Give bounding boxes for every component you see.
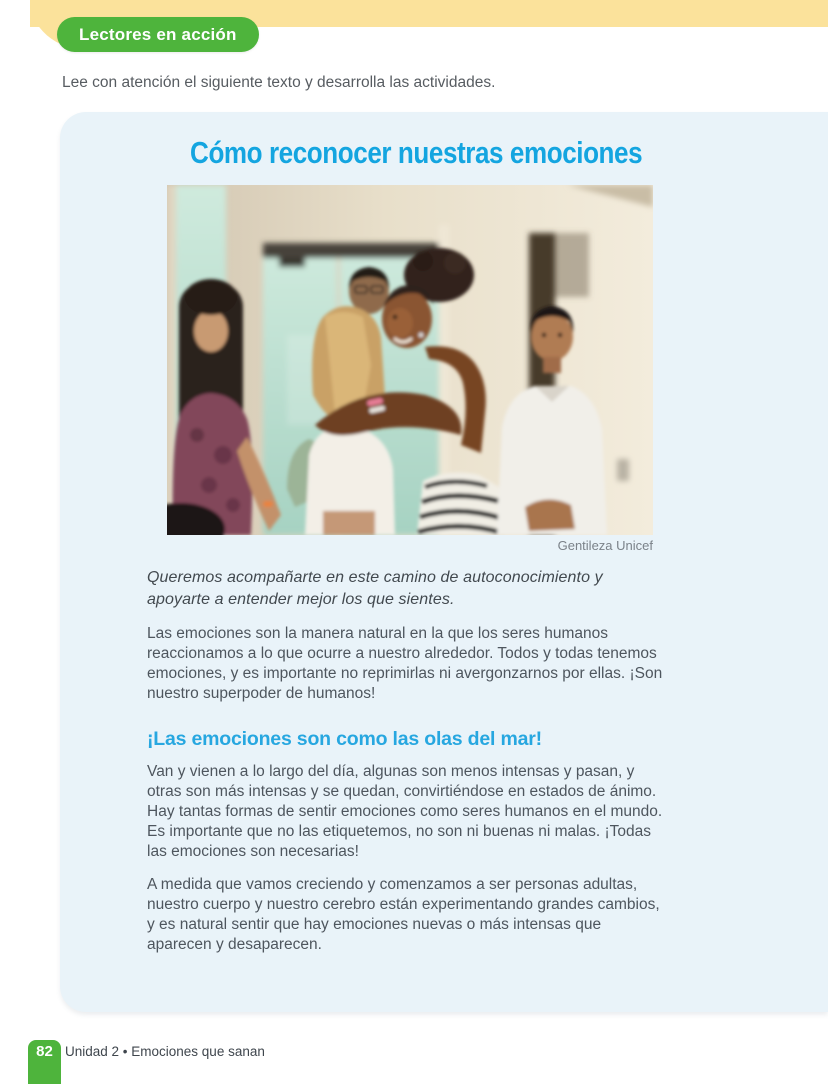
section-badge — [57, 17, 259, 52]
photo-frame — [167, 185, 653, 535]
article-paragraph-3: A medida que vamos creciendo y comenzamos a ser personas adultas, nuestro cuerpo y nuestro cerebro están experimentando grandes cambios, y es natural sentir que hay emociones nuevas o más intensas que aparecen y desaparecen. — [147, 876, 660, 953]
photo-illustration — [167, 185, 653, 535]
page-number: 82 — [36, 1043, 53, 1060]
page-number-tab — [28, 1040, 61, 1084]
article-photo — [167, 185, 653, 535]
photo-caption: Gentileza Unicef — [557, 538, 653, 553]
instruction-text: Lee con atención el siguiente texto y desarrolla las actividades. — [62, 74, 496, 91]
article-card — [60, 112, 828, 1012]
article-subtitle: ¡Las emociones son como las olas del mar! — [147, 728, 542, 750]
article-lead: Queremos acompañarte en este camino de autoconocimiento y apoyarte a entender mejor los que sientes. — [147, 569, 603, 608]
section-badge-label: Lectores en acción — [79, 24, 237, 44]
article-paragraph-2: Van y vienen a lo largo del día, algunas son menos intensas y pasan, y otras son más intensas y se quedan, convirtiéndose en estados de ánimo. Hay tantas formas de sentir emociones como seres humanos en el mundo. Es importante que no las etiquetemos, no son ni buenas ni malas. ¡Todas las emociones son necesarias! — [147, 763, 663, 860]
footer-breadcrumb: Unidad 2 • Emociones que sanan — [65, 1044, 265, 1059]
article-paragraph-1: Las emociones son la manera natural en la que los seres humanos reaccionamos a lo que ocurre a nuestro alrededor. Todos y todas tenemos emociones, y es importante no reprimirlas ni avergonzarnos por ellas. ¡Son nuestro superpoder de humanos! — [147, 625, 663, 702]
article-title: Cómo reconocer nuestras emociones — [190, 135, 643, 170]
